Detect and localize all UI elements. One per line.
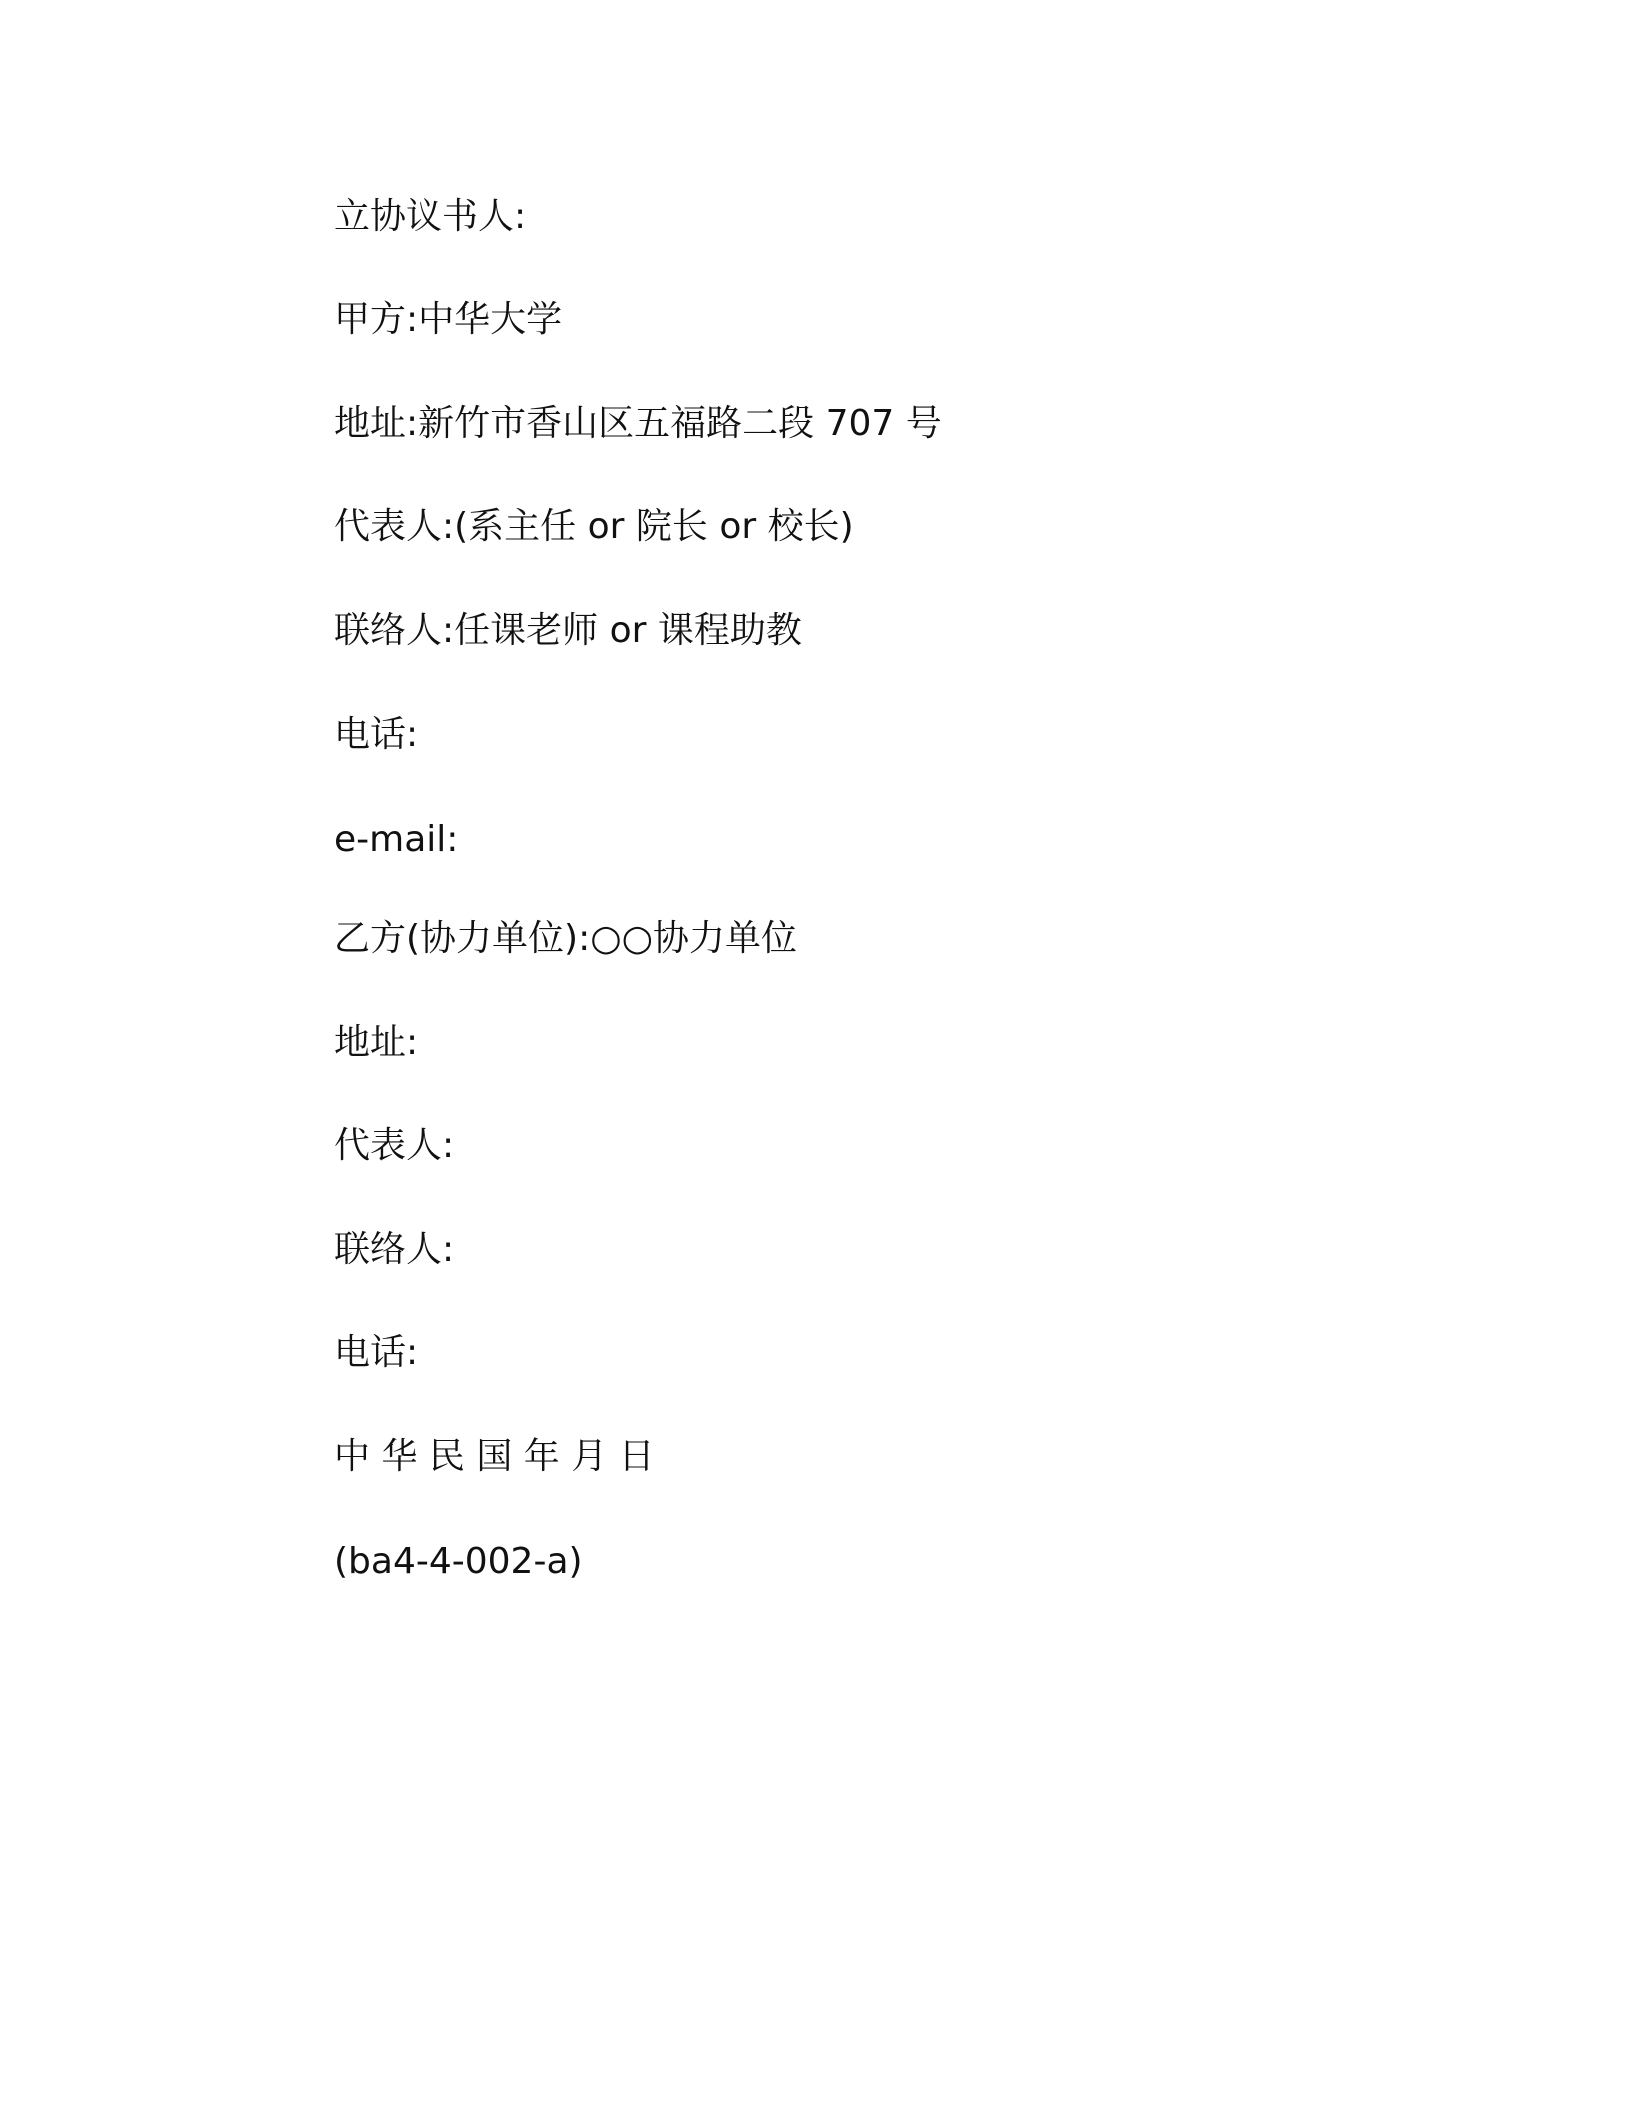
party-a-email: e-mail: — [334, 819, 459, 860]
party-a-contact: 联络人:任课老师 or 课程助教 — [334, 610, 802, 651]
document-code: (ba4-4-002-a) — [334, 1541, 583, 1582]
party-a-address: 地址:新竹市香山区五福路二段 707 号 — [334, 403, 942, 444]
party-a-phone: 电话: — [334, 714, 419, 755]
party-a-representative: 代表人:(系主任 or 院长 or 校长) — [334, 506, 854, 547]
agreement-parties-heading: 立协议书人: — [334, 196, 527, 237]
party-b-address: 地址: — [334, 1022, 419, 1063]
party-b-phone: 电话: — [334, 1332, 419, 1373]
party-b-contact: 联络人: — [334, 1229, 455, 1270]
party-b-representative: 代表人: — [334, 1125, 455, 1166]
party-a-name: 甲方:中华大学 — [334, 299, 563, 340]
party-b-name: 乙方(协力单位):○○协力单位 — [334, 918, 798, 959]
date-line: 中 华 民 国 年 月 日 — [334, 1436, 655, 1477]
